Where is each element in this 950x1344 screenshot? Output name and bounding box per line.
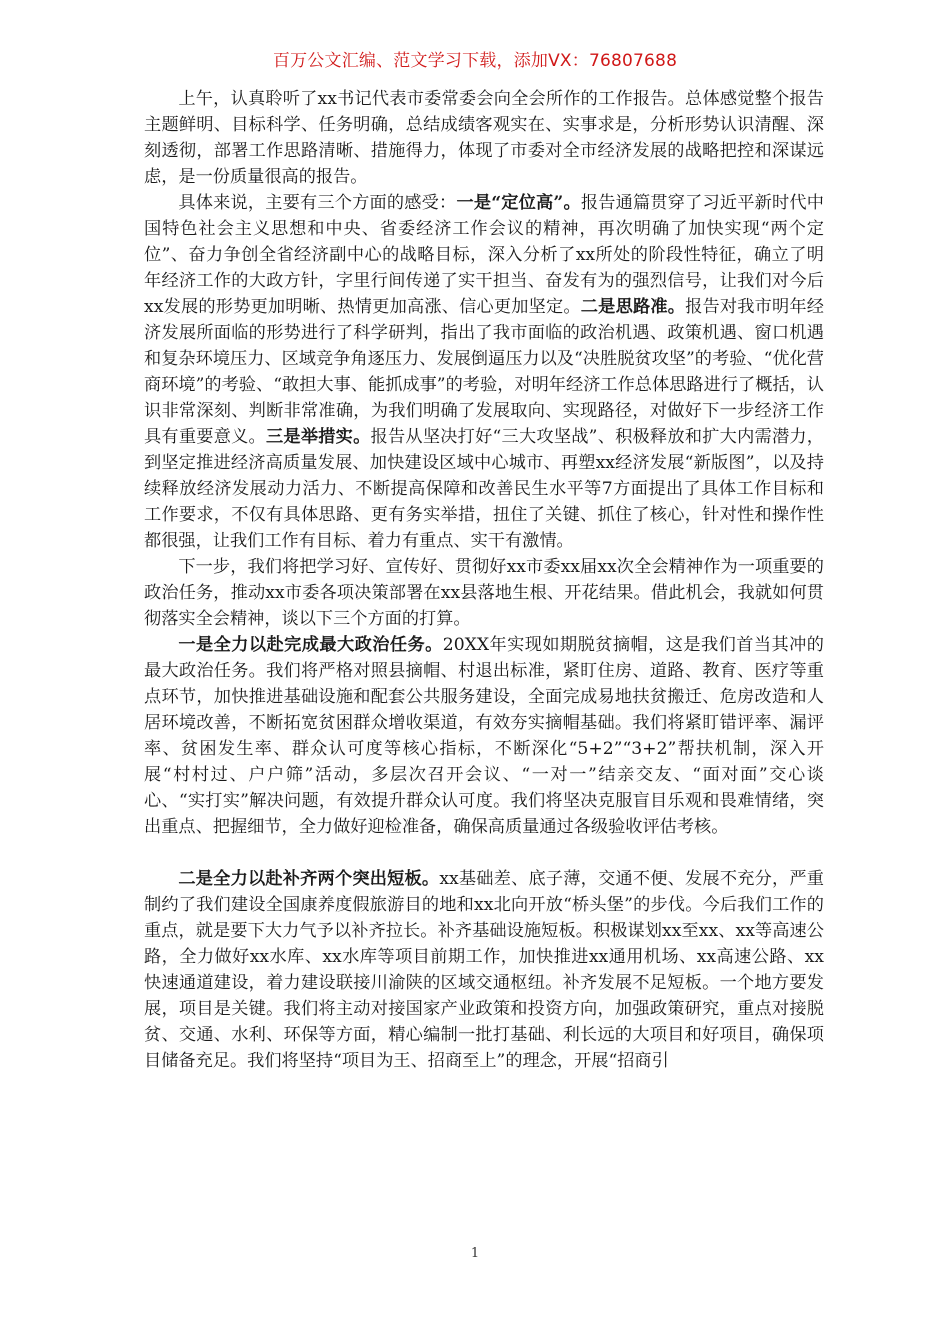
paragraph-text: 下一步，我们将把学习好、宣传好、贯彻好xx市委xx届xx次全会精神作为一项重要的政治任务，推动xx市委各项决策部署在xx县落地生根、开花结果。借此机会，我就如何贯彻落实全会精神，谈以下三个方面的打算。 xyxy=(144,557,824,629)
header-banner: 百万公文汇编、范文学习下载，添加VX：76807688 xyxy=(272,51,678,71)
paragraph-text: 具体来说，主要有三个方面的感受： xyxy=(178,193,457,213)
body-paragraph xyxy=(144,632,824,840)
paragraph-text: 20XX年实现如期脱贫摘帽，这是我们首当其冲的最大政治任务。我们将严格对照县摘帽、村退出标准，紧盯住房、道路、教育、医疗等重点环节，加快推进基础设施和配套公共服务建设，全面完成易地扶贫搬迁、危房改造和人居环境改善，不断拓宽贫困群众增收渠道，有效夯实摘帽基础。我们将紧盯错评率、漏评率、贫困发生率、群众认可度等核心指标，不断深化“5+2”“3+2”帮扶机制，深入开展“村村过、户户筛”活动，多层次召开会议、“一对一”结亲交友、“面对面”交心谈心、“实打实”解决问题，有效提升群众认可度。我们将坚决克服盲目乐观和畏难情绪，突出重点、把握细节，全力做好迎检准备，确保高质量通过各级验收评估考核。 xyxy=(144,635,824,837)
bold-heading-text: 二是全力以赴补齐两个突出短板。 xyxy=(178,869,440,889)
paragraph-text: 报告对我市明年经济发展所面临的形势进行了科学研判，指出了我市面临的政治机遇、政策机遇、窗口机遇和复杂环境压力、区域竞争角逐压力、发展倒逼压力以及“决胜脱贫攻坚”的考验、“优化营商环境”的考验、“敢担大事、能抓成事”的考验，对明年经济工作总体思路进行了概括，认识非常深刻、判断非常准确，为我们明确了发展取向、实现路径，对做好下一步经济工作具有重要意义。 xyxy=(144,297,824,447)
paragraph-text: 上午，认真聆听了xx书记代表市委常委会向全会所作的工作报告。总体感觉整个报告主题鲜明、目标科学、任务明确，总结成绩客观实在、实事求是，分析形势认识清醒、深刻透彻，部署工作思路清晰、措施得力，体现了市委对全市经济发展的战略把控和深谋远虑，是一份质量很高的报告。 xyxy=(144,89,824,187)
paragraph-text: xx基础差、底子薄，交通不便、发展不充分，严重制约了我们建设全国康养度假旅游目的地和xx北向开放“桥头堡”的步伐。今后我们工作的重点，就是要下大力气予以补齐拉长。补齐基础设施短板。积极谋划xx至xx、xx等高速公路，全力做好xx水库、xx水库等项目前期工作，加快推进xx通用机场、xx高速公路、xx快速通道建设，着力建设联接川渝陕的区域交通枢纽。补齐发展不足短板。一个地方要发展，项目是关键。我们将主动对接国家产业政策和投资方向，加强政策研究，重点对接脱贫、交通、水利、环保等方面，精心编制一批打基础、利长远的大项目和好项目，确保项目储备充足。我们将坚持“项目为王、招商至上”的理念，开展“招商引 xyxy=(144,869,824,1071)
body-paragraph xyxy=(144,86,824,190)
page-number: 1 xyxy=(470,1246,480,1261)
paragraph-text: 报告从坚决打好“三大攻坚战”、积极释放和扩大内需潜力，到坚定推进经济高质量发展、加快建设区域中心城市、再塑xx经济发展“新版图”，以及持续释放经济发展动力活力、不断提高保障和改善民生水平等7方面提出了具体工作目标和工作要求，不仅有具体思路、更有务实举措，扭住了关键、抓住了核心，针对性和操作性都很强，让我们工作有目标、着力有重点、实干有激情。 xyxy=(144,427,824,551)
body-paragraph xyxy=(144,554,824,632)
document-body xyxy=(144,86,824,1074)
bold-heading-text: 三是举措实。 xyxy=(265,427,371,447)
bold-heading-text: 二是思路准。 xyxy=(580,297,686,317)
bold-heading-text: 一是全力以赴完成最大政治任务。 xyxy=(178,635,443,655)
paragraph-text: 报告通篇贯穿了习近平新时代中国特色社会主义思想和中央、省委经济工作会议的精神，再次明确了加快实现“两个定位”、奋力争创全省经济副中心的战略目标，深入分析了xx所处的阶段性特征，确立了明年经济工作的大政方针，字里行间传递了实干担当、奋发有为的强烈信号，让我们对今后xx发展的形势更加明晰、热情更加高涨、信心更加坚定。 xyxy=(144,193,824,317)
bold-heading-text: 一是“定位高”。 xyxy=(456,193,581,213)
body-paragraph xyxy=(144,190,824,554)
body-paragraph xyxy=(144,866,824,1074)
